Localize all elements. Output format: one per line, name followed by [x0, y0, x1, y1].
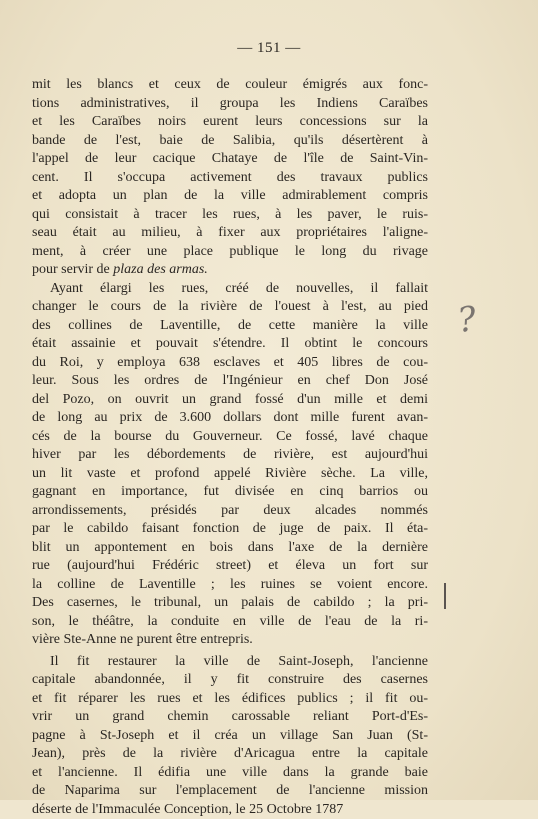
- text-line: seau était au milieu, à fixer aux propriétaires l'aligne-: [32, 224, 428, 243]
- text-line: mit les blancs et ceux de couleur émigrés aux fonc-: [32, 76, 428, 95]
- italic-phrase: plaza des armas.: [113, 262, 208, 277]
- text-line: et adopta un plan de la ville admirablement compris: [32, 187, 428, 206]
- text-line: leur. Sous les ordres de l'Ingénieur en chef Don José: [32, 372, 428, 391]
- text-line: tions administratives, il groupa les Indiens Caraïbes: [32, 95, 428, 114]
- text-line: arrondissements, présidés par deux alcades nommés: [32, 502, 428, 521]
- text-fragment: pour servir de: [32, 262, 110, 277]
- text-line: de Naparima sur l'emplacement de l'ancienne mission: [32, 782, 428, 801]
- text-line-last-of-paragraph: [32, 261, 428, 280]
- text-line: gagnant en importance, fut divisée en cinq barrios ou: [32, 483, 428, 502]
- text-line: de long au prix de 3.600 dollars dont mille furent avan-: [32, 409, 428, 428]
- text-line: Des casernes, le tribunal, un palais de cabildo ; la pri-: [32, 594, 428, 613]
- text-line: Jean), près de la rivière d'Aricagua entre la capitale: [32, 745, 428, 764]
- text-line: hiver par les débordements de rivière, est aujourd'hui: [32, 446, 428, 465]
- text-line: déserte de l'Immaculée Conception, le 25 Octobre 1787: [32, 801, 428, 819]
- text-line: par le cabildo faisant fonction de juge de paix. Il éta-: [32, 520, 428, 539]
- text-line: l'appel de leur cacique Chataye de l'île de Saint-Vin-: [32, 150, 428, 169]
- handwritten-question-mark: ?: [455, 299, 479, 341]
- text-line: des collines de Laventille, de cette manière la ville: [32, 317, 428, 336]
- text-line: son, le théâtre, la conduite en ville de l'eau de la ri-: [32, 613, 428, 632]
- text-line: del Pozo, on ouvrit un grand fossé d'un mille et demi: [32, 391, 428, 410]
- body-text: [32, 76, 428, 819]
- text-line-paragraph-start: Il fit restaurer la ville de Saint-Joseph, l'ancienne: [32, 653, 428, 672]
- text-line: du Roi, y employa 638 esclaves et 405 libres de cou-: [32, 354, 428, 373]
- text-line: et l'ancienne. Il édifia une ville dans la grande baie: [32, 764, 428, 783]
- text-line: ment, à créer une place publique le long du rivage: [32, 243, 428, 262]
- text-line: cés de la bourse du Gouverneur. Ce fossé, lavé chaque: [32, 428, 428, 447]
- text-line: et les Caraïbes noirs eurent leurs concessions sur la: [32, 113, 428, 132]
- text-line: bande de l'est, baie de Salibia, qu'ils désertèrent à: [32, 132, 428, 151]
- text-line: vrir un grand chemin carossable reliant Port-d'Es-: [32, 708, 428, 727]
- text-line: blit un appontement en bois dans l'axe de la dernière: [32, 539, 428, 558]
- text-line: changer le cours de la rivière de l'ouest à l'est, au pied: [32, 298, 428, 317]
- text-line: était assainie et pouvait s'étendre. Il obtint le concours: [32, 335, 428, 354]
- text-line: et fit réparer les rues et les édifices publics ; il fit ou-: [32, 690, 428, 709]
- text-line: qui consistait à tracer les rues, à les paver, le ruis-: [32, 206, 428, 225]
- text-line: pagne à St-Joseph et il créa un village San Juan (St-: [32, 727, 428, 746]
- page-number: — 151 —: [0, 40, 538, 57]
- text-line: la colline de Laventille ; les ruines se voient encore.: [32, 576, 428, 595]
- text-line-paragraph-start: Ayant élargi les rues, créé de nouvelles, il fallait: [32, 280, 428, 299]
- handwritten-margin-bar: [444, 583, 446, 609]
- text-line: rue (aujourd'hui Frédéric street) et éleva un fort sur: [32, 557, 428, 576]
- text-line: cent. Il s'occupa activement des travaux publics: [32, 169, 428, 188]
- text-line: un lit vaste et profond appelé Rivière sèche. La ville,: [32, 465, 428, 484]
- text-line-last-of-paragraph: vière Ste-Anne ne purent être entrepris.: [32, 631, 428, 650]
- text-line: capitale abandonnée, il y fit construire des casernes: [32, 671, 428, 690]
